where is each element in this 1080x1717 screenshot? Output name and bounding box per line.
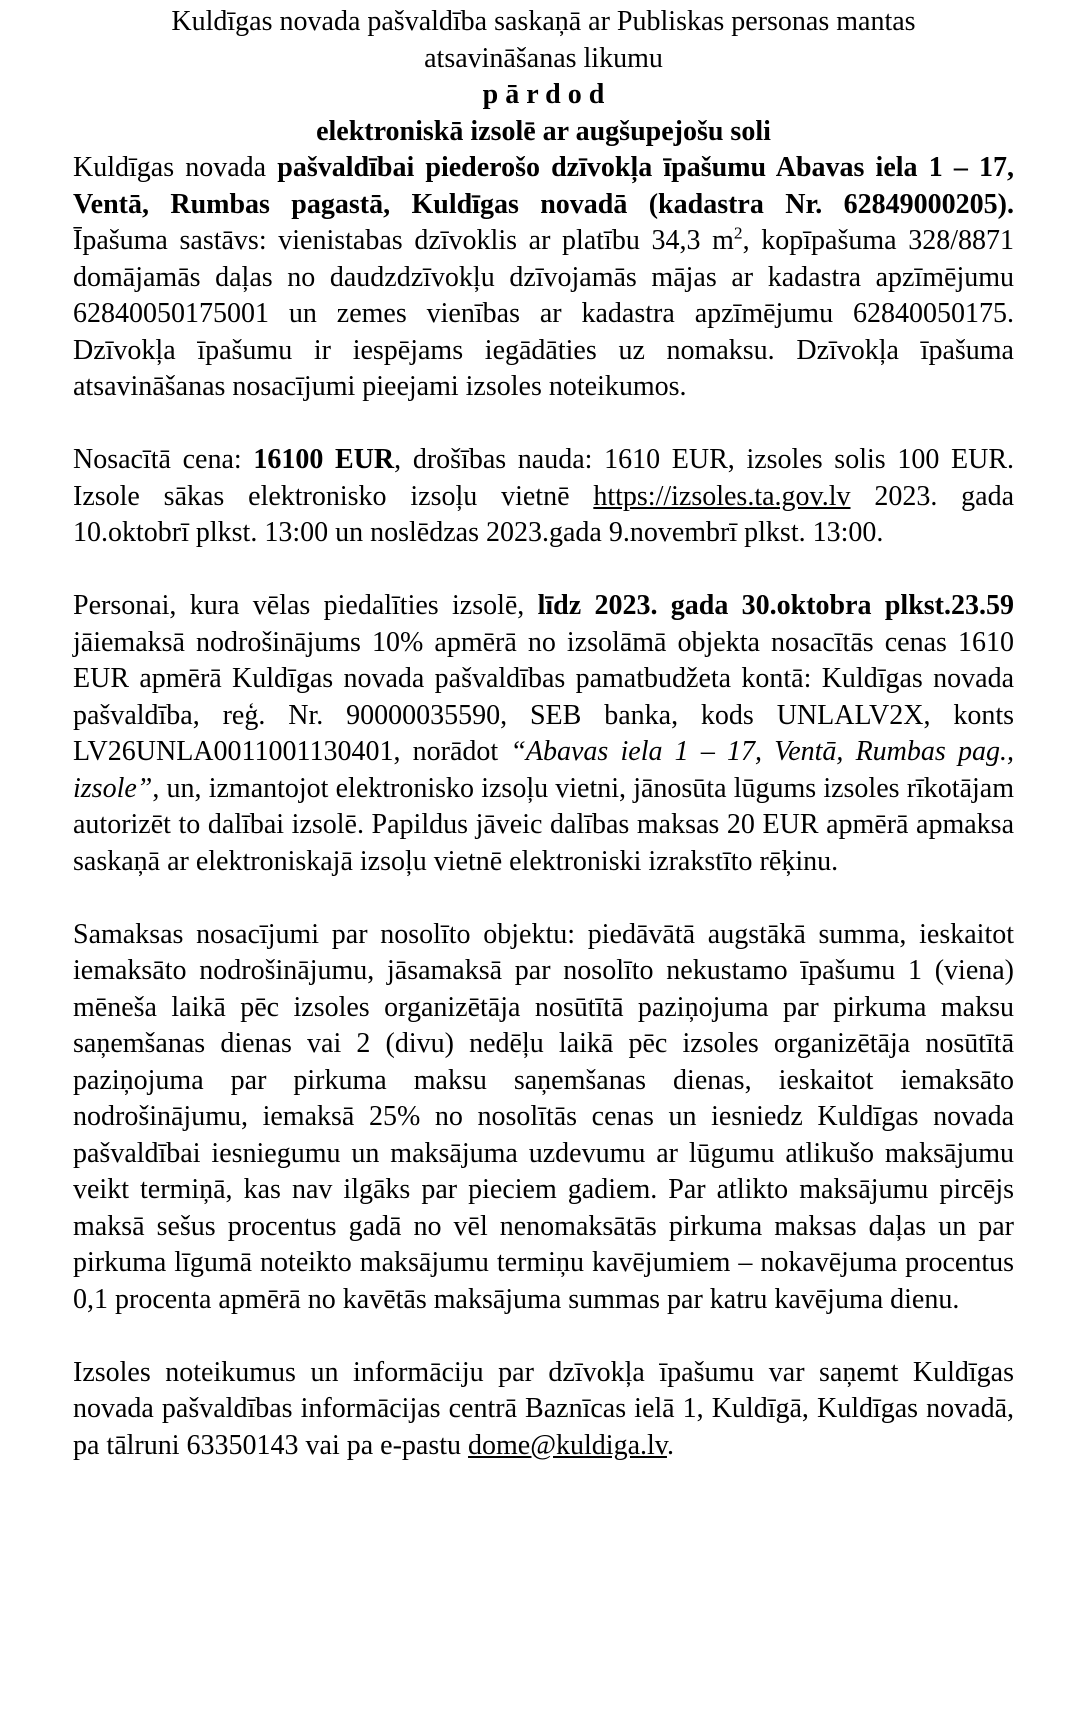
square-meters-superscript: 2 [733,223,743,243]
payment-terms-paragraph [73,917,1014,1319]
property-rest-text: , kopīpašuma 328/8871 domājamās daļas no daudzdzīvokļu dzīvojamās mājas ar kadastra apzīmējumu 62840050175001 un zemes vienības ar kadastra apzīmējumu 62840050175. Dzīvokļa īpašumu ir iespējams iegādāties uz nomaksu. Dzīvokļa īpašuma atsavināšanas nosacījumi pieejami izsoles noteikumos. [73,225,1014,402]
participation-rest-text: , un, izmantojot elektronisko izsoļu vietni, jānosūta lūgums izsoles rīkotājam autorizēt to dalībai izsolē. Papildus jāveic dalības maksas 20 EUR apmērā apmaksa saskaņā ar elektroniskajā izsoļu vietnē elektroniski izrakstīto rēķinu. [73,772,1014,877]
auction-site-link[interactable]: https://izsoles.ta.gov.lv [593,480,851,512]
heading-law-line-2: atsavināšanas likumu [424,42,663,74]
price-label-text: Nosacītā cena: [73,444,254,475]
email-link[interactable]: dome@kuldiga.lv [468,1429,667,1461]
heading-law-line-1: Kuldīgas novada pašvaldība saskaņā ar Publiskas personas mantas [171,6,916,37]
starting-price-value: 16100 EUR [253,444,395,475]
participation-paragraph [73,588,1014,880]
payment-reference-quote: “Abavas iela 1 – 17, Ventā, Rumbas pag., izsole” [73,736,1014,804]
price-paragraph [73,442,1014,552]
heading-sells-word: p ā r d o d [482,79,605,110]
contact-info-paragraph [73,1355,1014,1465]
property-description-paragraph [73,150,1014,406]
property-composition-text: Īpašuma sastāvs: vienistabas dzīvoklis ar platību 34,3 m [73,225,734,256]
payment-terms-text: Samaksas nosacījumi par nosolīto objektu: piedāvātā augstākā summa, ieskaitot iemaksāto nodrošinājumu, jāsamaksā par nosolīto nekustamo īpašumu 1 (viena) mēneša laikā pēc izsoles organizētāja nosūtītā paziņojuma par pirkuma maksu saņemšanas dienas vai 2 (divu) nedēļu laikā pēc izsoles organizētāja nosūtītā paziņojuma par pirkuma maksu saņemšanas dienas, ieskaitot iemaksāto nodrošinājumu, iemaksā 25% no nosolītās cenas un iesniedz Kuldīgas novada pašvaldībai iesniegumu un maksājuma uzdevumu ar lūgumu atlikušo maksājumu veikt termiņā, kas nav ilgāks par pieciem gadiem. Par atlikto maksājumu pircējs maksā sešus procentus gadā no vēl nenomaksātās pirkuma maksas daļas un par pirkuma līgumā noteikto maksājumu termiņu kavējumiem – nokavējuma procentus 0,1 procenta apmērā no kavētās maksājuma summas par katru kavējuma dienu. [73,918,1014,1315]
participation-mid-text: jāiemaksā nodrošinājums 10% apmērā no izsolāmā objekta nosacītās cenas 1610 EUR apmērā Kuldīgas novada pašvaldības pamatbudžeta kontā: Kuldīgas novada pašvaldība, reģ. Nr. 90000035590, SEB banka, kods UNLALV2X, konts LV26UNLA0011001130401, norādot [73,626,1014,767]
property-bold-address: pašvaldībai piederošo dzīvokļa īpašumu Abavas iela 1 – 17, Ventā, Rumbas pagastā, Kuldīgas novadā (kadastra Nr. 62849000205). [73,152,1014,220]
contact-intro-text: Izsoles noteikumus un informāciju par dzīvokļa īpašumu var saņemt Kuldīgas novada pašvaldības informācijas centrā Baznīcas ielā 1, Kuldīgā, Kuldīgas novadā, pa tālruni 63350143 vai pa e-pastu [73,1356,1014,1461]
price-mid-text: , drošības nauda: 1610 EUR, izsoles solis 100 EUR. Izsole sākas elektronisko izsoļu vietnē [73,444,1014,512]
property-intro-text: Kuldīgas novada [73,152,278,183]
participation-deadline: līdz 2023. gada 30.oktobra plkst.23.59 [537,590,1014,621]
price-rest-text: 2023. gada 10.oktobrī plkst. 13:00 un noslēdzas 2023.gada 9.novembrī plkst. 13:00. [73,480,1014,548]
heading-auction-type: elektroniskā izsolē ar augšupejošu soli [316,115,771,147]
contact-period-text: . [666,1429,674,1461]
participation-intro-text: Personai, kura vēlas piedalīties izsolē, [73,590,538,621]
